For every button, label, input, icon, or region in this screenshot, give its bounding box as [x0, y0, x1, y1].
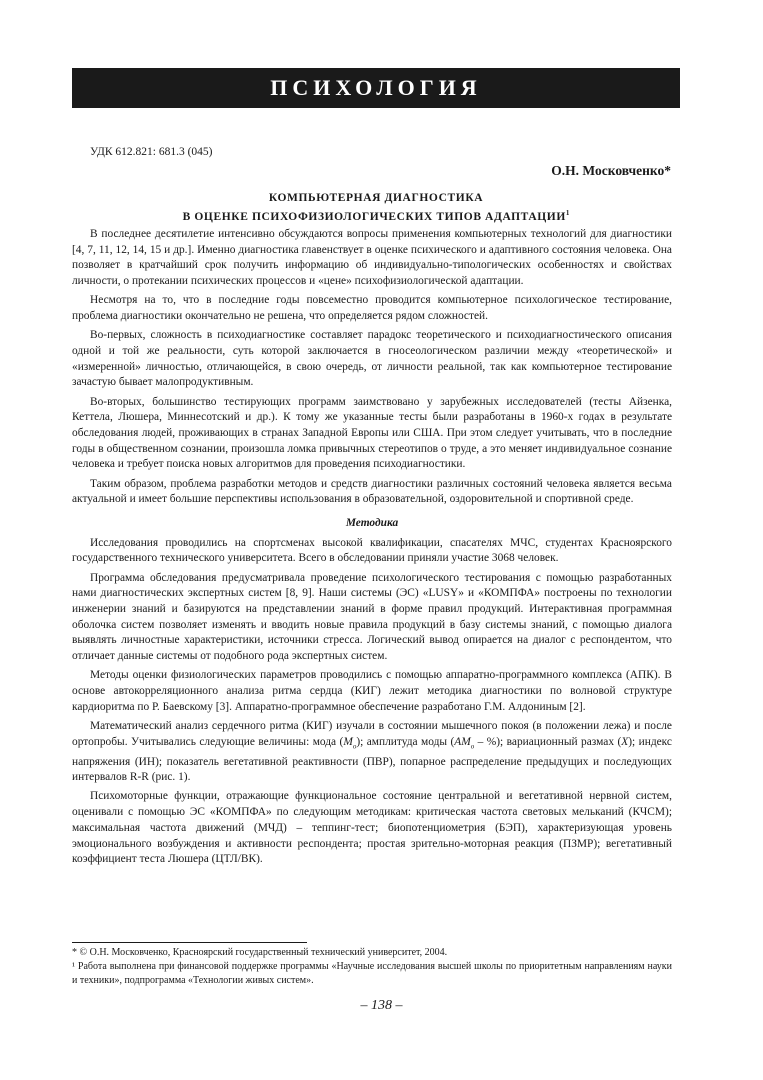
author-name: О.Н. Московченко* — [551, 163, 671, 178]
text-run: o — [352, 741, 357, 750]
text-run: o — [470, 741, 475, 750]
paragraph: Во-первых, сложность в психодиагностике составляет парадокс теоретического и психодиагностического описания одной и той же реальности, суть которой заключается в гносеологическом различии между «теоретической» и «измеренной» личностью, отличающейся, в свою очередь, от личности реальной, так как компьютерное тестирование зачастую бывает малопродуктивным. — [72, 329, 672, 389]
text-run: ); амплитуда моды ( — [356, 735, 455, 748]
symbol-x: X — [621, 735, 629, 748]
text-run: M — [343, 735, 353, 748]
footnote: * © О.Н. Московченко, Красноярский государственный технический университет, 2004. — [72, 947, 448, 958]
paragraph: Программа обследования предусматривала проведение психологического тестирования с помощью разработанных нами диагностических экспертных систем [8, 9]. Наши системы (ЭС) «LUSY» и «КОМПФА» построены по технологии инженерии знаний и базируются на представлении знаний в форме правил продукций. Интерактивная программная оболочка систем позволяет изменять и вводить новые правила продукций в базу системы знаний, с помощью диалога выявлять личностные характеристики, источники стресса. Логический вывод опирается на диалог с респондентом, что отличает данные системы от подобного рода экспертных систем. — [72, 571, 672, 663]
paragraph: В последнее десятилетие интенсивно обсуждаются вопросы применения компьютерных технологий для диагностики [4, 7, 11, 12, 14, 15 и др.]. Именно диагностика главенствует в оценке психического и адаптивного состояния человека. Она позволяет в кратчайший срок получить информацию об индивидуально-типологических особенностях и свойствах личности, о протекании психических процессов и «цене» психофизиологической адаптации. — [72, 228, 672, 288]
symbol-amo — [454, 736, 474, 748]
section-heading-methods: Методика — [345, 516, 399, 529]
symbol-mo — [343, 736, 356, 748]
text-run: Математический анализ сердечного ритма (КИГ) изучали в состоянии мышечного покоя (в положении лежа) и после ортопробы. Учитывались следующие величины: мода ( — [72, 719, 672, 748]
paragraph: Психомоторные функции, отражающие функциональное состояние центральной и вегетативной нервной систем, оценивали с помощью ЭС «КОМПФА» по следующим методикам: критическая частота световых мельканий (КЧСМ); максимальная частота движений (МЧД) – теппинг-тест; биопотенциометрия (БЭП), характеризующая уровень эмоционального возбуждения и активности респондента; простая зрительно-моторная реакция (ПЗМР); вегетативный коэффициент теста Люшера (ЦТЛ/ВК). — [72, 790, 672, 866]
title-line-1: КОМПЬЮТЕРНАЯ ДИАГНОСТИКА — [268, 192, 484, 204]
paragraph: Таким образом, проблема разработки методов и средств диагностики различных состояний человека является весьма актуальной и имеет большие перспективы использования в образовательной, оздоровительной и спортивной среде. — [72, 477, 672, 506]
paragraph-kig — [72, 719, 672, 786]
text-run: – %); вариационный размах ( — [474, 735, 622, 748]
paragraph: Несмотря на то, что в последние годы повсеместно проводится компьютерное психологическое тестирование, проблема диагностики окончательно не решена, что определяется рядом сложностей. — [72, 294, 672, 323]
udc-code: УДК 612.821: 681.3 (045) — [90, 146, 213, 158]
title-line-2-text: В ОЦЕНКЕ ПСИХОФИЗИОЛОГИЧЕСКИХ ТИПОВ АДАПТАЦИИ — [182, 210, 566, 223]
title-line-2 — [72, 206, 680, 225]
paragraph: Во-вторых, большинство тестирующих программ заимствовано у зарубежных исследователей (тесты Айзенка, Кеттела, Люшера, Миннесотский и др.). К тому же указанные тесты были разработаны в 1960-х годах в результате обследования людей, проживающих в странах Западной Европы или США. При этом следует учитывать, что в последние годы в общественном сознании, произошла ломка привычных стереотипов о труде, а это меняет индивидуальное сознание человека и требует поиска новых алгоритмов для проведения психодиагностики. — [72, 395, 672, 471]
footnote: ¹ Работа выполнена при финансовой поддержке программы «Научные исследования высшей школы по приоритетным направлениям науки и техники», подпрограмма «Технологии живых систем». — [72, 961, 672, 986]
text-run: ); индекс напряжения (ИН); показатель вегетативной реактивности (ПВР), попарное распределение предыдущих и последующих интервалов R-R (рис. 1). — [72, 735, 672, 784]
section-header: ПСИХОЛОГИЯ — [72, 68, 680, 108]
article-body — [72, 227, 672, 872]
article-title — [72, 191, 680, 225]
paragraph: Методы оценки физиологических параметров проводились с помощью аппаратно-программного комплекса (АПК). В основе автокорреляционного анализа ритма сердца (КИГ) лежит методика диагностики по волновой структуре кардиоритма по Р. Баевскому [3]. Аппаратно-программное обеспечение разработано Г.М. Алдониным [2]. — [72, 669, 672, 713]
text-run: AM — [454, 735, 471, 748]
footnote-mark: 1 — [565, 209, 570, 217]
paragraph: Исследования проводились на спортсменах высокой квалификации, спасателях МЧС, студентах Красноярского государственного технического университета. Всего в обследовании приняли участие 3068 человек. — [72, 536, 672, 565]
footnotes — [72, 946, 672, 988]
footnote-divider — [72, 942, 307, 943]
page-number: – 138 – — [360, 998, 403, 1013]
